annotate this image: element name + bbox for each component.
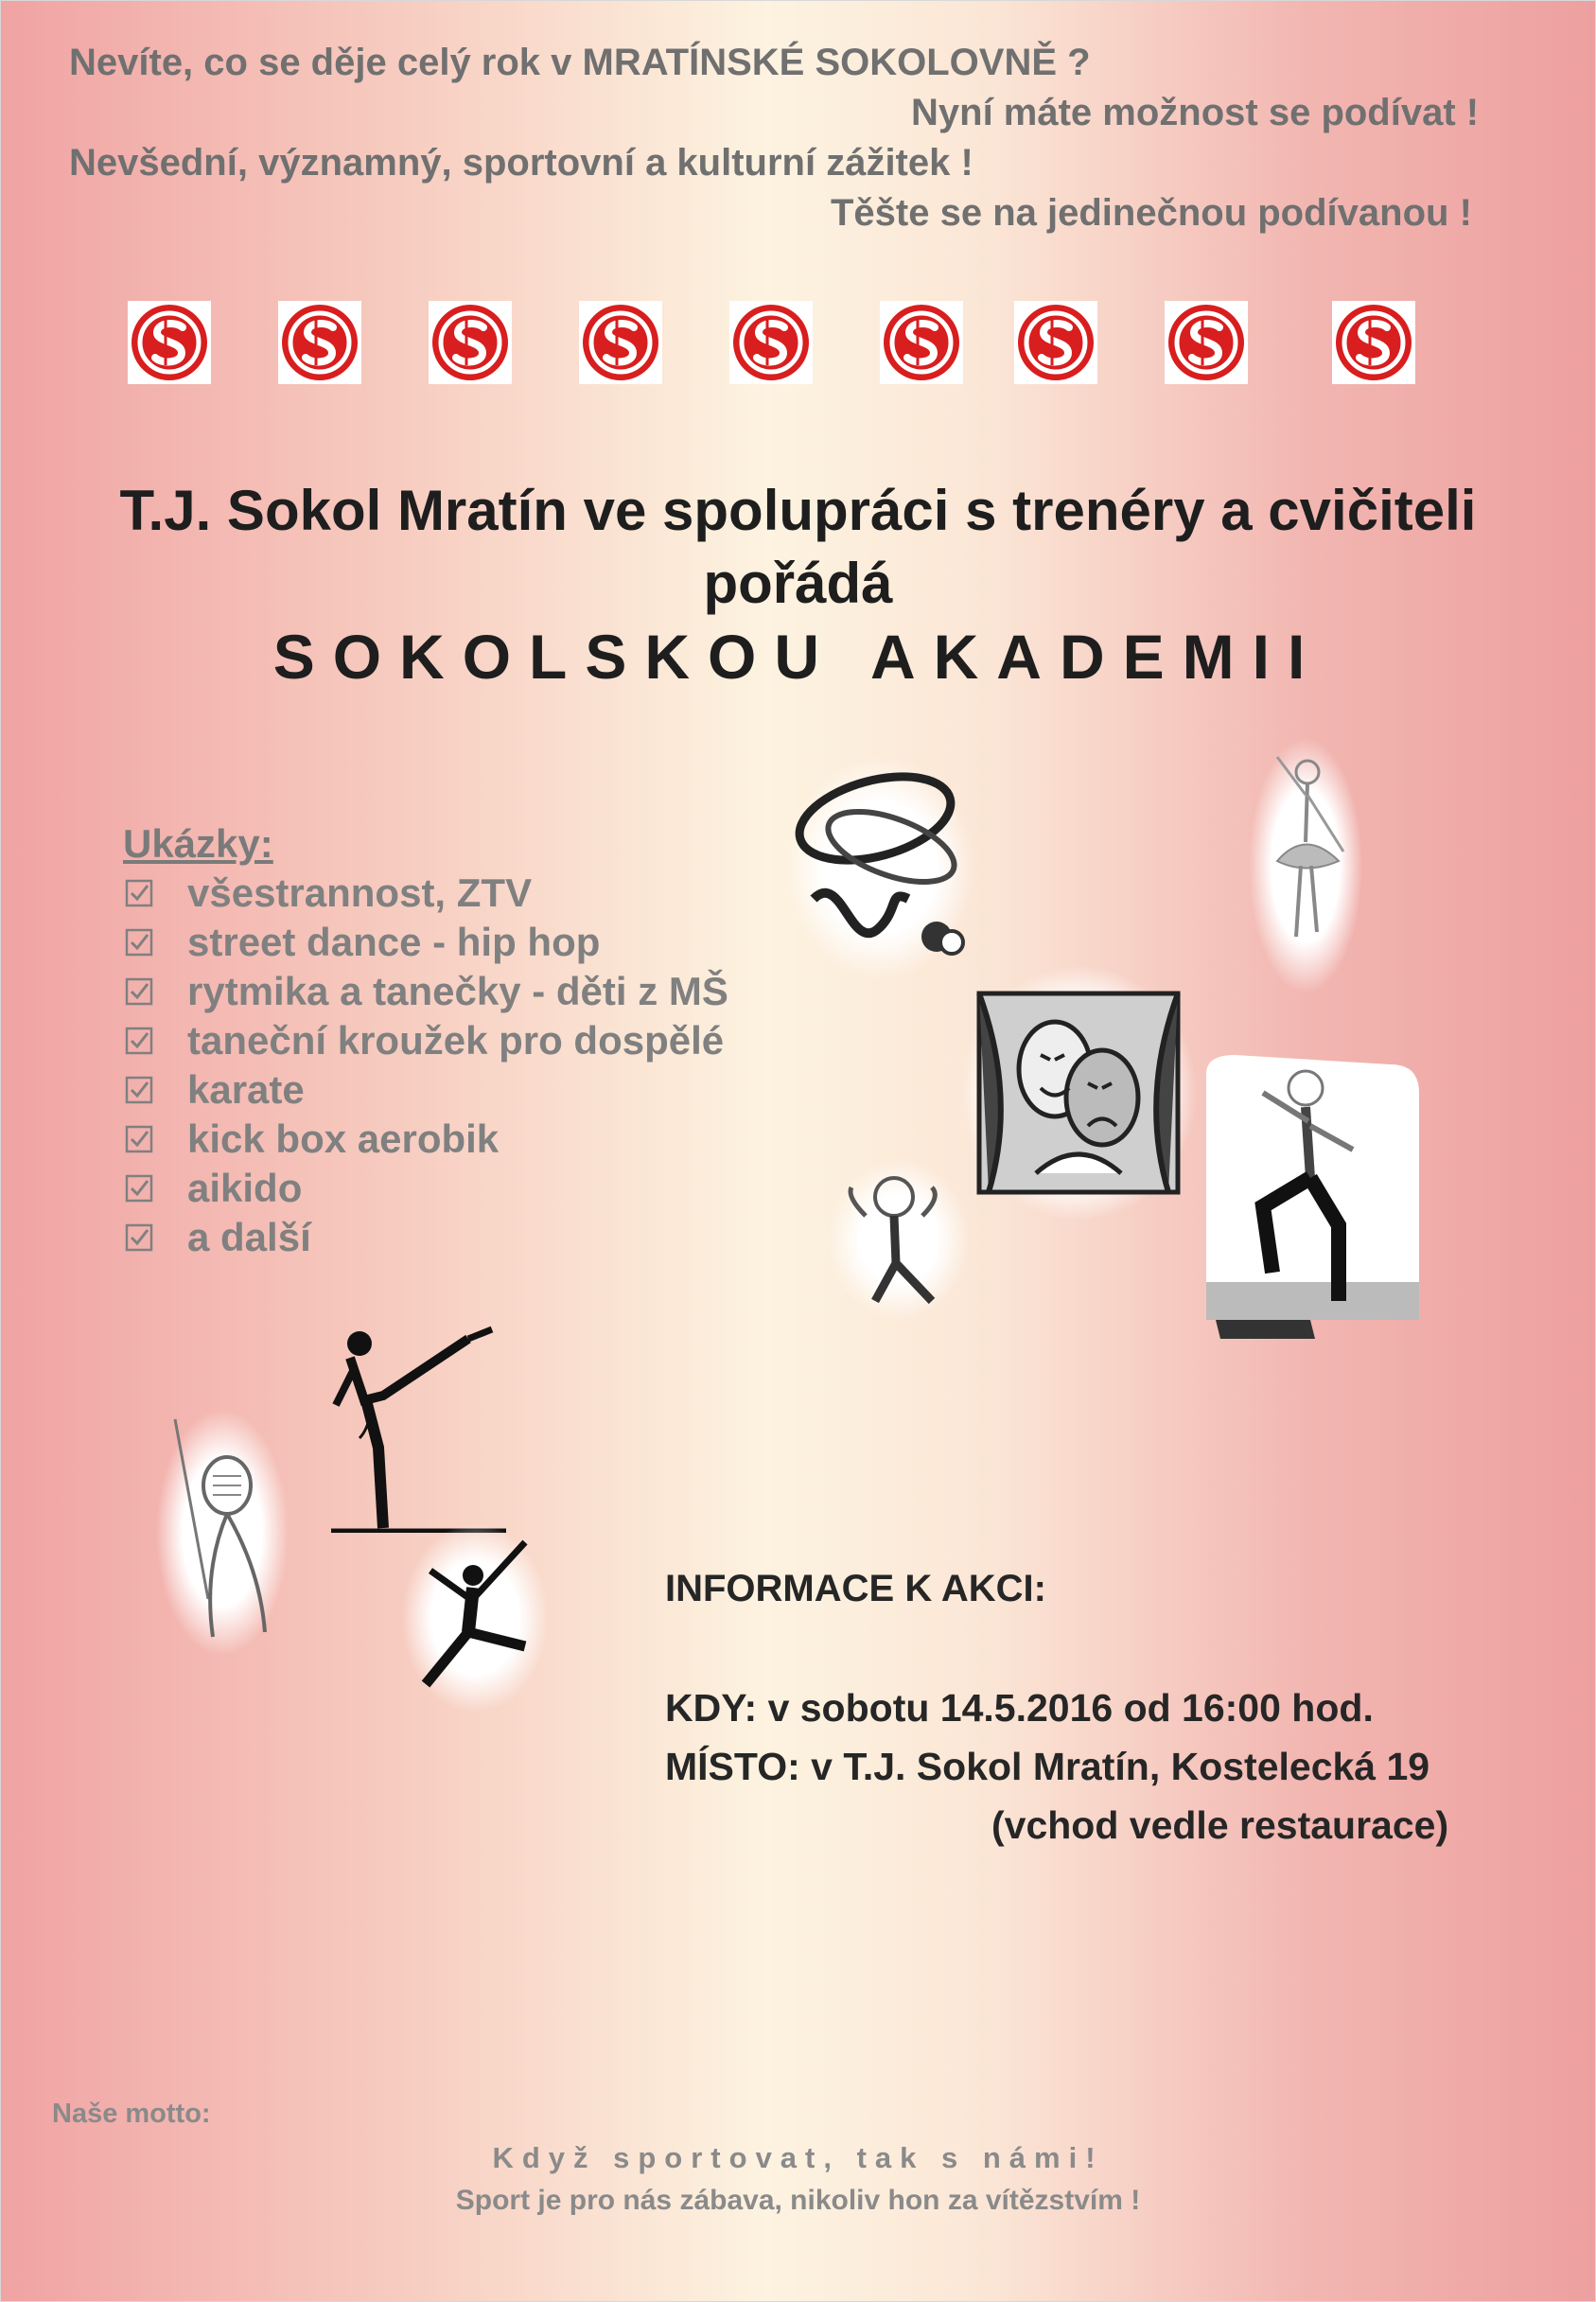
check-box-icon xyxy=(125,1125,153,1153)
info-misto: MÍSTO: v T.J. Sokol Mratín, Kostelecká 19 xyxy=(665,1745,1430,1788)
check-box-icon xyxy=(125,879,153,907)
list-item xyxy=(125,1213,728,1262)
ukazky-list xyxy=(125,869,728,1262)
motto-line-2: Sport je pro nás zábava, nikoliv hon za vítězstvím ! xyxy=(455,2185,1141,2216)
list-item-label: a další xyxy=(187,1215,311,1259)
list-item-label: rytmika a tanečky - děti z MŠ xyxy=(187,969,728,1013)
title-event-name: SOKOLSKOU AKADEMII xyxy=(272,622,1324,692)
dancer-jump-icon xyxy=(402,1523,549,1713)
sokol-logo-icon xyxy=(579,301,662,384)
fencer-icon xyxy=(156,1410,289,1656)
list-item xyxy=(125,918,728,967)
info-kdy: KDY: v sobotu 14.5.2016 od 16:00 hod. xyxy=(665,1686,1374,1730)
motto-line-1: Když sportovat, tak s námi! xyxy=(492,2141,1104,2174)
intro-line-4: Těšte se na jedinečnou podívanou ! xyxy=(831,192,1472,234)
theater-masks-icon xyxy=(960,965,1197,1221)
list-item-label: taneční kroužek pro dospělé xyxy=(187,1018,725,1063)
sokol-logo-row xyxy=(128,301,1433,386)
intro-line-2: Nyní máte možnost se podívat ! xyxy=(911,92,1480,133)
check-box-icon xyxy=(125,977,153,1006)
list-item xyxy=(125,869,728,918)
check-box-icon xyxy=(125,1223,153,1252)
check-box-icon xyxy=(125,1174,153,1203)
list-item-label: karate xyxy=(187,1067,305,1112)
hoops-ribbon-icon xyxy=(785,757,974,979)
sokol-logo-icon xyxy=(128,301,211,384)
sokol-logo-icon xyxy=(1014,301,1097,384)
sokol-logo-icon xyxy=(278,301,361,384)
list-item-label: kick box aerobik xyxy=(187,1116,500,1161)
karate-kick-icon xyxy=(326,1315,506,1533)
list-item xyxy=(125,1164,728,1213)
sokol-logo-icon xyxy=(729,301,813,384)
ballerina-icon xyxy=(1249,738,1362,993)
list-item-label: street dance - hip hop xyxy=(187,920,601,964)
info-heading: INFORMACE K AKCI: xyxy=(665,1568,1046,1609)
title-organizer: T.J. Sokol Mratín ve spolupráci s trenéry a cvičiteli xyxy=(119,479,1477,542)
list-item-label: všestrannost, ZTV xyxy=(187,870,533,915)
check-box-icon xyxy=(125,1027,153,1055)
aerobic-step-icon xyxy=(1197,1036,1429,1362)
sokol-logo-icon xyxy=(429,301,512,384)
list-item xyxy=(125,1016,728,1065)
list-item xyxy=(125,1115,728,1164)
intro-line-3: Nevšední, významný, sportovní a kulturní zážitek ! xyxy=(69,142,973,184)
list-item xyxy=(125,967,728,1016)
motto-label: Naše motto: xyxy=(52,2099,211,2129)
title-porada: pořádá xyxy=(703,552,893,615)
sokol-logo-icon xyxy=(1332,301,1415,384)
sokol-logo-icon xyxy=(880,301,963,384)
list-item xyxy=(125,1065,728,1115)
intro-line-1: Nevíte, co se děje celý rok v MRATÍNSKÉ SOKOLOVNĚ ? xyxy=(69,42,1091,83)
list-item-label: aikido xyxy=(187,1166,303,1210)
ukazky-heading: Ukázky: xyxy=(123,821,273,866)
check-box-icon xyxy=(125,1076,153,1104)
info-misto-note: (vchod vedle restaurace) xyxy=(991,1803,1449,1847)
sokol-logo-icon xyxy=(1165,301,1248,384)
check-box-icon xyxy=(125,928,153,957)
hiphop-dancer-icon xyxy=(828,1159,970,1320)
